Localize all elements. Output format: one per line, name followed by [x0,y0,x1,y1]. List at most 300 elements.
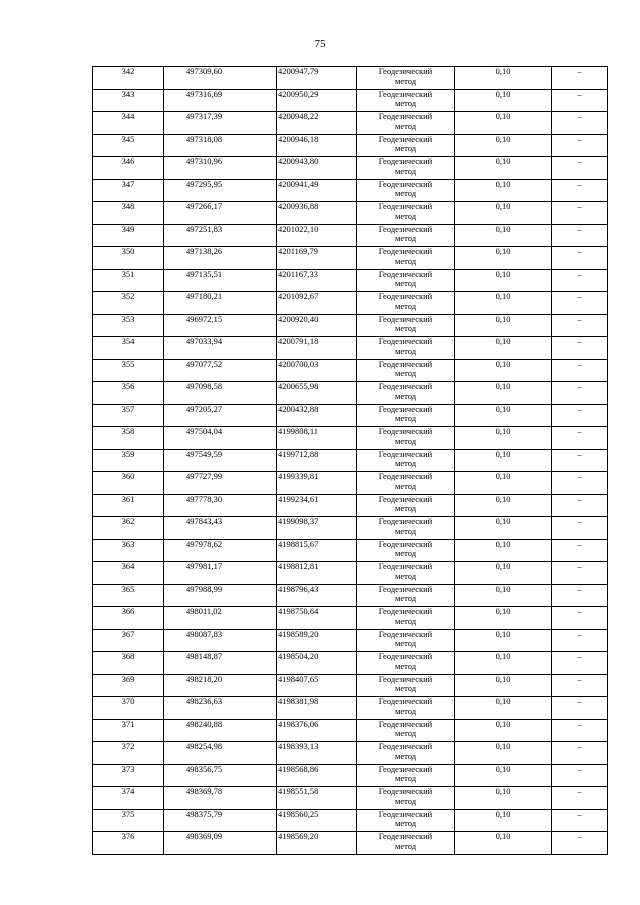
table-row [93,67,608,90]
x-coordinate-cell: 497504,04 [164,427,277,450]
accuracy-cell: 0,10 [455,584,552,607]
note-cell: – [552,247,608,270]
method-line-2: метод [394,345,417,356]
accuracy-cell: 0,10 [455,427,552,450]
table-row [93,404,608,427]
note-cell: – [552,562,608,585]
method-line-1: Геодезический [378,223,433,234]
note-cell: – [552,584,608,607]
point-number-cell: 354 [93,337,164,360]
method-cell [357,112,455,135]
method-cell [357,472,455,495]
accuracy-cell: 0,10 [455,494,552,517]
point-number-cell: 348 [93,202,164,225]
method-line-1: Геодезический [378,111,433,121]
x-coordinate-cell: 497727,99 [164,472,277,495]
accuracy-cell: 0,10 [455,764,552,787]
method-cell [357,697,455,720]
point-number-cell: 342 [93,67,164,90]
note-cell: – [552,179,608,202]
x-coordinate-cell: 498011,02 [164,607,277,630]
method-line-2: метод [394,413,417,423]
method-cell [357,157,455,180]
method-line-1: Геодезический [378,403,433,414]
table-row [93,494,608,517]
point-number-cell: 366 [93,607,164,630]
note-cell: – [552,202,608,225]
note-cell: – [552,67,608,90]
point-number-cell: 369 [93,674,164,697]
table-row [93,224,608,247]
method-cell [357,809,455,832]
x-coordinate-cell: 498254,98 [164,742,277,765]
y-coordinate-cell: 4200943,80 [277,157,357,180]
accuracy-cell: 0,10 [455,472,552,495]
note-cell: – [552,427,608,450]
y-coordinate-cell: 4198393,13 [277,742,357,765]
table-row [93,472,608,495]
x-coordinate-cell: 497033,94 [164,337,277,360]
method-cell [357,67,455,90]
note-cell: – [552,269,608,292]
method-line-1: Геодезический [378,156,433,166]
y-coordinate-cell: 4198569,20 [277,832,357,855]
accuracy-cell: 0,10 [455,292,552,315]
method-line-2: метод [394,323,417,333]
method-line-1: Геодезический [378,88,433,99]
method-line-2: метод [394,278,417,288]
table-row [93,382,608,405]
method-line-2: метод [394,120,417,131]
method-line-2: метод [394,503,417,513]
x-coordinate-cell: 497843,43 [164,517,277,540]
note-cell: – [552,809,608,832]
note-cell: – [552,674,608,697]
method-line-1: Геодезический [378,741,433,751]
table-row [93,179,608,202]
table-row [93,359,608,382]
note-cell: – [552,787,608,810]
table-row [93,247,608,270]
note-cell: – [552,832,608,855]
method-cell [357,787,455,810]
method-line-2: метод [394,773,417,783]
accuracy-cell: 0,10 [455,742,552,765]
x-coordinate-cell: 497316,69 [164,89,277,112]
y-coordinate-cell: 4200936,88 [277,202,357,225]
method-line-2: метод [394,593,417,603]
method-cell [357,494,455,517]
x-coordinate-cell: 498218,20 [164,674,277,697]
point-number-cell: 367 [93,629,164,652]
accuracy-cell: 0,10 [455,449,552,472]
y-coordinate-cell: 4198381,98 [277,697,357,720]
point-number-cell: 344 [93,112,164,135]
method-line-2: метод [394,683,417,693]
method-line-2: метод [394,818,417,828]
y-coordinate-cell: 4198551,58 [277,787,357,810]
method-cell [357,674,455,697]
table-row [93,809,608,832]
method-line-1: Геодезический [378,313,433,324]
y-coordinate-cell: 4199712,88 [277,449,357,472]
y-coordinate-cell: 4200920,40 [277,314,357,337]
accuracy-cell: 0,10 [455,539,552,562]
table-row [93,449,608,472]
method-line-2: метод [394,300,417,311]
table-row [93,719,608,742]
method-line-2: метод [394,705,417,716]
method-line-1: Геодезический [378,66,433,76]
accuracy-cell: 0,10 [455,517,552,540]
method-line-1: Геодезический [378,561,433,571]
note-cell: – [552,382,608,405]
accuracy-cell: 0,10 [455,607,552,630]
method-line-2: метод [394,480,417,491]
method-line-1: Геодезический [378,583,433,594]
method-line-1: Геодезический [378,786,433,796]
method-cell [357,382,455,405]
note-cell: – [552,539,608,562]
accuracy-cell: 0,10 [455,719,552,742]
x-coordinate-cell: 497309,60 [164,67,277,90]
accuracy-cell: 0,10 [455,89,552,112]
method-cell [357,179,455,202]
point-number-cell: 357 [93,404,164,427]
table-row [93,202,608,225]
accuracy-cell: 0,10 [455,179,552,202]
method-line-2: метод [394,390,417,401]
x-coordinate-cell: 497135,51 [164,269,277,292]
note-cell: – [552,764,608,787]
y-coordinate-cell: 4198812,81 [277,562,357,585]
method-cell [357,629,455,652]
method-line-2: метод [394,615,417,626]
method-line-2: метод [394,795,417,806]
method-line-2: метод [394,435,417,446]
x-coordinate-cell: 497098,58 [164,382,277,405]
table-row [93,314,608,337]
method-line-1: Геодезический [378,246,433,256]
y-coordinate-cell: 4201022,10 [277,224,357,247]
note-cell: – [552,629,608,652]
note-cell: – [552,607,608,630]
x-coordinate-cell: 497205,27 [164,404,277,427]
x-coordinate-cell: 498356,75 [164,764,277,787]
point-number-cell: 376 [93,832,164,855]
point-number-cell: 356 [93,382,164,405]
point-number-cell: 375 [93,809,164,832]
method-line-2: метод [394,638,417,648]
point-number-cell: 358 [93,427,164,450]
note-cell: – [552,314,608,337]
method-line-2: метод [394,660,417,671]
method-cell [357,314,455,337]
x-coordinate-cell: 497077,52 [164,359,277,382]
method-line-2: метод [394,458,417,468]
method-cell [357,584,455,607]
y-coordinate-cell: 4200700,03 [277,359,357,382]
accuracy-cell: 0,10 [455,202,552,225]
method-line-2: метод [394,233,417,243]
accuracy-cell: 0,10 [455,269,552,292]
method-cell [357,832,455,855]
point-number-cell: 360 [93,472,164,495]
point-number-cell: 343 [93,89,164,112]
method-line-1: Геодезический [378,381,433,391]
method-cell [357,202,455,225]
table-row [93,652,608,675]
table-row [93,337,608,360]
table-row [93,517,608,540]
y-coordinate-cell: 4200655,98 [277,382,357,405]
method-line-1: Геодезический [378,268,433,279]
method-line-1: Геодезический [378,493,433,504]
accuracy-cell: 0,10 [455,157,552,180]
y-coordinate-cell: 4198407,65 [277,674,357,697]
method-line-2: метод [394,143,417,153]
point-number-cell: 362 [93,517,164,540]
method-line-2: метод [394,840,417,851]
note-cell: – [552,449,608,472]
method-cell [357,269,455,292]
table-row [93,134,608,157]
point-number-cell: 371 [93,719,164,742]
point-number-cell: 372 [93,742,164,765]
page-number: 75 [314,38,326,50]
method-line-2: метод [394,98,417,108]
y-coordinate-cell: 4200948,22 [277,112,357,135]
method-line-1: Геодезический [378,606,433,616]
x-coordinate-cell: 498240,88 [164,719,277,742]
table-row [93,787,608,810]
table-row [93,584,608,607]
y-coordinate-cell: 4200950,29 [277,89,357,112]
point-number-cell: 365 [93,584,164,607]
point-number-cell: 364 [93,562,164,585]
x-coordinate-cell: 498369,78 [164,787,277,810]
x-coordinate-cell: 498087,83 [164,629,277,652]
accuracy-cell: 0,10 [455,382,552,405]
y-coordinate-cell: 4201167,33 [277,269,357,292]
x-coordinate-cell: 497251,83 [164,224,277,247]
note-cell: – [552,89,608,112]
method-line-2: метод [394,570,417,581]
method-line-2: метод [394,750,417,761]
accuracy-cell: 0,10 [455,314,552,337]
method-line-2: метод [394,210,417,221]
method-cell [357,742,455,765]
method-line-1: Геодезический [378,516,433,526]
method-cell [357,562,455,585]
table-row [93,427,608,450]
x-coordinate-cell: 497295,95 [164,179,277,202]
x-coordinate-cell: 497317,39 [164,112,277,135]
y-coordinate-cell: 4198560,25 [277,809,357,832]
table-row [93,742,608,765]
method-line-1: Геодезический [378,133,433,144]
x-coordinate-cell: 497549,59 [164,449,277,472]
method-cell [357,224,455,247]
table-row [93,832,608,855]
table-row [93,607,608,630]
method-cell [357,134,455,157]
method-line-1: Геодезический [378,628,433,639]
y-coordinate-cell: 4200946,18 [277,134,357,157]
method-line-2: метод [394,75,417,86]
accuracy-cell: 0,10 [455,359,552,382]
method-line-1: Геодезический [378,763,433,774]
accuracy-cell: 0,10 [455,832,552,855]
coordinates-table-body [93,67,608,855]
point-number-cell: 359 [93,449,164,472]
table-row [93,697,608,720]
y-coordinate-cell: 4200947,79 [277,67,357,90]
table-row [93,269,608,292]
note-cell: – [552,224,608,247]
method-cell [357,427,455,450]
table-row [93,157,608,180]
method-line-2: метод [394,188,417,198]
note-cell: – [552,697,608,720]
point-number-cell: 374 [93,787,164,810]
y-coordinate-cell: 4200941,49 [277,179,357,202]
accuracy-cell: 0,10 [455,224,552,247]
method-line-1: Геодезический [378,673,433,684]
x-coordinate-cell: 498375,79 [164,809,277,832]
accuracy-cell: 0,10 [455,787,552,810]
method-line-1: Геодезический [378,471,433,481]
method-cell [357,359,455,382]
accuracy-cell: 0,10 [455,809,552,832]
table-row [93,292,608,315]
x-coordinate-cell: 498369,09 [164,832,277,855]
note-cell: – [552,292,608,315]
accuracy-cell: 0,10 [455,247,552,270]
x-coordinate-cell: 497981,17 [164,562,277,585]
x-coordinate-cell: 496972,15 [164,314,277,337]
accuracy-cell: 0,10 [455,652,552,675]
point-number-cell: 347 [93,179,164,202]
y-coordinate-cell: 4198504,20 [277,652,357,675]
method-line-1: Геодезический [378,178,433,189]
x-coordinate-cell: 498236,63 [164,697,277,720]
y-coordinate-cell: 4199234,61 [277,494,357,517]
method-cell [357,247,455,270]
point-number-cell: 355 [93,359,164,382]
point-number-cell: 373 [93,764,164,787]
method-cell [357,517,455,540]
y-coordinate-cell: 4201169,79 [277,247,357,270]
y-coordinate-cell: 4198568,86 [277,764,357,787]
y-coordinate-cell: 4199808,11 [277,427,357,450]
note-cell: – [552,719,608,742]
note-cell: – [552,337,608,360]
accuracy-cell: 0,10 [455,629,552,652]
table-row [93,562,608,585]
y-coordinate-cell: 4198750,64 [277,607,357,630]
method-line-2: метод [394,255,417,266]
method-cell [357,764,455,787]
note-cell: – [552,494,608,517]
y-coordinate-cell: 4198815,67 [277,539,357,562]
method-line-2: метод [394,728,417,738]
y-coordinate-cell: 4198796,43 [277,584,357,607]
method-line-2: метод [394,165,417,176]
y-coordinate-cell: 4198589,20 [277,629,357,652]
note-cell: – [552,134,608,157]
method-cell [357,652,455,675]
accuracy-cell: 0,10 [455,112,552,135]
method-line-2: метод [394,525,417,536]
method-line-1: Геодезический [378,336,433,346]
point-number-cell: 361 [93,494,164,517]
method-line-2: метод [394,548,417,558]
method-line-1: Геодезический [378,291,433,301]
x-coordinate-cell: 497978,62 [164,539,277,562]
method-cell [357,449,455,472]
note-cell: – [552,517,608,540]
x-coordinate-cell: 497988,99 [164,584,277,607]
method-line-2: метод [394,368,417,378]
method-line-1: Геодезический [378,426,433,436]
point-number-cell: 345 [93,134,164,157]
method-line-1: Геодезический [378,718,433,729]
y-coordinate-cell: 4201092,67 [277,292,357,315]
method-cell [357,607,455,630]
method-cell [357,539,455,562]
table-row [93,89,608,112]
accuracy-cell: 0,10 [455,562,552,585]
point-number-cell: 349 [93,224,164,247]
note-cell: – [552,472,608,495]
method-line-1: Геодезический [378,201,433,211]
note-cell: – [552,652,608,675]
method-line-1: Геодезический [378,448,433,459]
note-cell: – [552,112,608,135]
table-row [93,539,608,562]
method-cell [357,89,455,112]
x-coordinate-cell: 497266,17 [164,202,277,225]
point-number-cell: 368 [93,652,164,675]
method-line-1: Геодезический [378,831,433,841]
accuracy-cell: 0,10 [455,67,552,90]
accuracy-cell: 0,10 [455,697,552,720]
method-cell [357,719,455,742]
point-number-cell: 351 [93,269,164,292]
y-coordinate-cell: 4199098,37 [277,517,357,540]
method-cell [357,337,455,360]
point-number-cell: 363 [93,539,164,562]
method-cell [357,292,455,315]
note-cell: – [552,157,608,180]
accuracy-cell: 0,10 [455,404,552,427]
method-line-1: Геодезический [378,651,433,661]
point-number-cell: 350 [93,247,164,270]
x-coordinate-cell: 497310,96 [164,157,277,180]
y-coordinate-cell: 4200432,88 [277,404,357,427]
method-cell [357,404,455,427]
point-number-cell: 370 [93,697,164,720]
x-coordinate-cell: 498148,87 [164,652,277,675]
x-coordinate-cell: 497778,30 [164,494,277,517]
accuracy-cell: 0,10 [455,134,552,157]
table-row [93,764,608,787]
table-row [93,629,608,652]
method-line-1: Геодезический [378,696,433,706]
x-coordinate-cell: 497318,08 [164,134,277,157]
coordinates-table [92,66,608,855]
